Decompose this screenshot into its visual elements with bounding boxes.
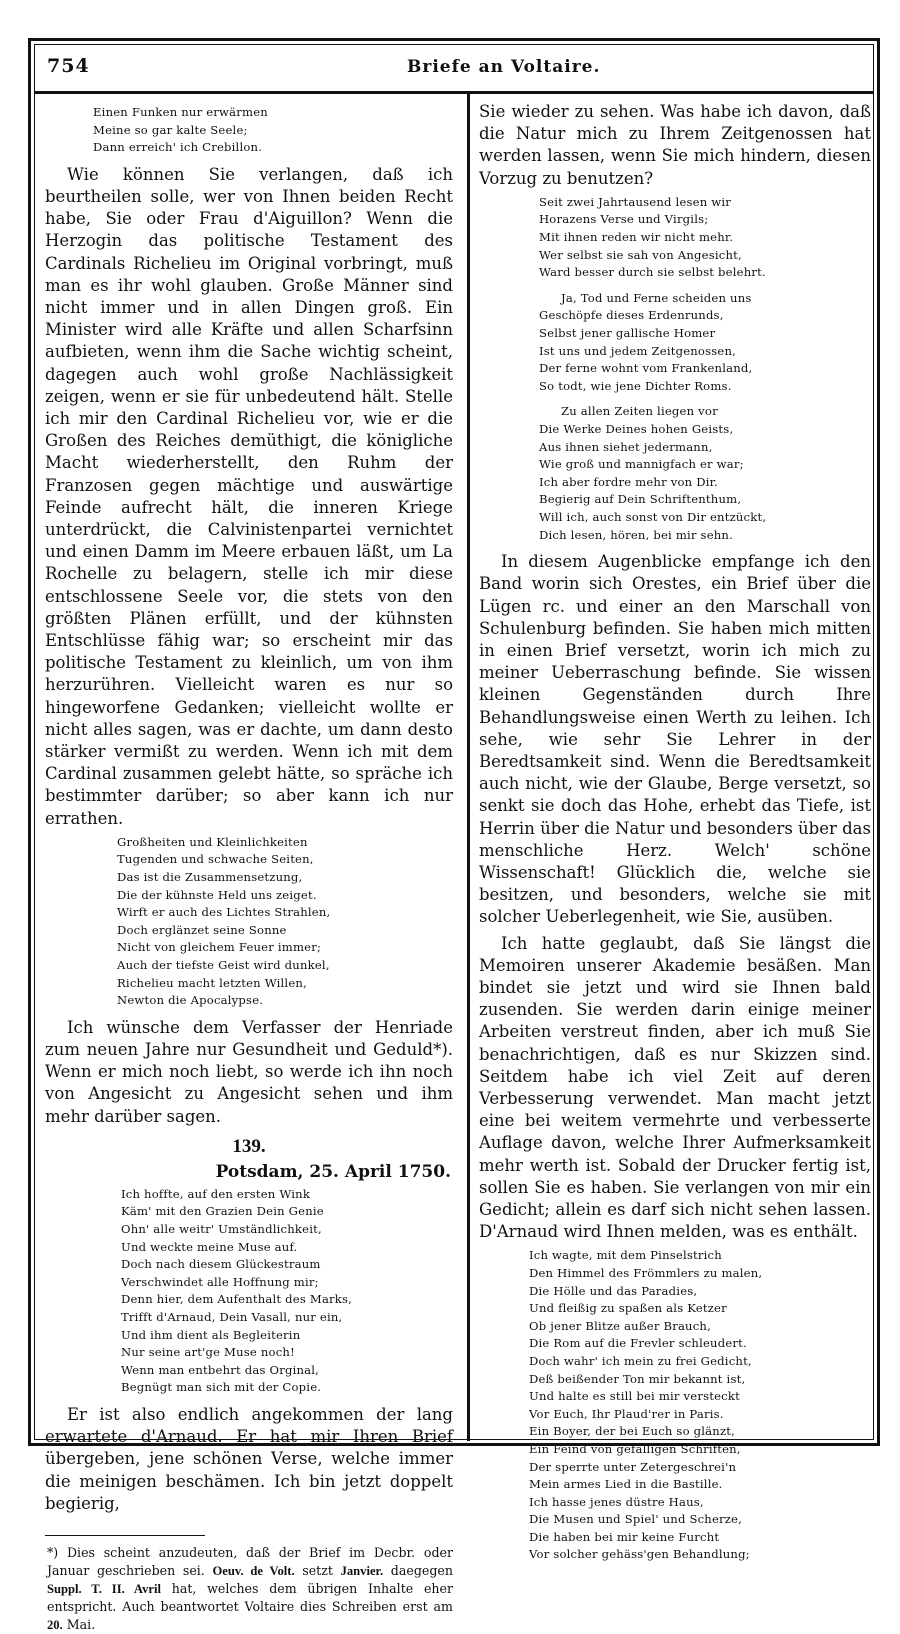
verse-line: Die Rom auf die Frevler schleudert. — [529, 1336, 747, 1351]
verse-line: Das ist die Zusammensetzung, — [117, 870, 303, 885]
paragraph-zeitgenossen: Sie wieder zu sehen. Was habe ich davon, daß die Natur mich zu Ihrem Zeitgenossen hat werden lassen, wenn Sie mich hindern, diesen Vorzug zu benutzen? — [479, 102, 871, 188]
verse-line: Die der kühnste Held uns zeiget. — [117, 887, 317, 902]
stanza-gap — [539, 282, 871, 290]
verse-line: Ich wagte, mit dem Pinselstrich — [529, 1248, 722, 1263]
footnote-ref: 20. — [47, 1617, 63, 1632]
verse-line: Ja, Tod und Ferne scheiden uns — [561, 290, 752, 305]
dateline: Potsdam, 25. April 1750. — [215, 1161, 451, 1182]
verse-block-2 — [45, 834, 453, 1010]
verse-block-1 — [45, 104, 453, 157]
verse-line: Nicht von gleichem Feuer immer; — [117, 940, 322, 955]
column-divider — [467, 93, 470, 1441]
verse-line: Trifft d'Arnaud, Dein Vasall, nur ein, — [121, 1309, 343, 1324]
verse-line: Mit ihnen reden wir nicht mehr. — [539, 230, 734, 244]
verse-line: Wirft er auch des Lichtes Strahlen, — [117, 905, 331, 920]
verse-line: Und ihm dient als Begleiterin — [121, 1327, 301, 1342]
verse-line: Der ferne wohnt vom Frankenland, — [539, 361, 753, 376]
verse-line: Ich hasse jenes düstre Haus, — [529, 1494, 704, 1509]
verse-line: Ob jener Blitze außer Brauch, — [529, 1318, 711, 1333]
verse-line: Wie groß und mannigfach er war; — [539, 457, 744, 472]
footnote-text: daegegen — [390, 1562, 453, 1578]
header-rule — [35, 91, 873, 94]
footnote-text: setzt — [302, 1562, 333, 1578]
verse-line: Ein Boyer, der bei Euch so glänzt, — [529, 1424, 736, 1439]
verse-line: Ich aber fordre mehr von Dir. — [539, 474, 718, 489]
paragraph-henriade: Ich wünsche dem Verfasser der Henriade zum neuen Jahre nur Gesundheit und Geduld*). Wenn er mich noch liebt, so werde ich ihn noch von Angesicht zu Angesicht sehen und ihm mehr darüber sagen. — [45, 1017, 453, 1126]
page-number: 754 — [47, 55, 90, 77]
verse-line: Ein Feind von gefälligen Schriften, — [529, 1441, 741, 1456]
verse-line: Deß beißender Ton mir bekannt ist, — [529, 1371, 746, 1386]
stanza-gap — [539, 395, 871, 403]
verse-line: Geschöpfe dieses Erdenrunds, — [539, 308, 724, 323]
verse-line: Die Hölle und das Paradies, — [529, 1283, 698, 1298]
verse-line: Selbst jener gallische Homer — [539, 325, 716, 340]
verse-line: Die Werke Deines hohen Geists, — [539, 421, 734, 436]
paragraph-akademie: Ich hatte geglaubt, daß Sie längst die Memoiren unserer Akademie besäßen. Man bindet sie jetzt und wird sie Ihnen bald zusenden. Sie werden darin einige meiner Arbeiten verstreut finden, aber ich muß Sie benachrichtigen, daß es nur Skizzen sind. Seitdem habe ich viel Zeit auf deren Verbesserung verwendet. Man macht jetzt eine bei weitem vermehrte und verbesserte Auflage davon, welche Ihrer Aufmerksamkeit mehr werth ist. Sobald der Drucker fertig ist, sollen Sie es haben. Sie verlangen von mir ein Gedicht; allein es darf sich nicht sehen lassen. D'Arnaud wird Ihnen melden, was es enthält. — [479, 933, 871, 1242]
verse-block-5 — [479, 1247, 871, 1564]
verse-block-4 — [479, 194, 871, 544]
verse-line: Wer selbst sie sah von Angesicht, — [539, 247, 742, 262]
page-frame — [28, 38, 880, 1632]
verse-line: Richelieu macht letzten Willen, — [117, 975, 307, 990]
verse-line: Horazens Verse und Virgils; — [539, 212, 709, 227]
verse-line: Käm' mit den Grazien Dein Genie — [121, 1204, 324, 1219]
paragraph-arnaud: Er ist also endlich angekommen der lang erwartete d'Arnaud. Er hat mir Ihren Brief übergeben, jene schönen Verse, welche immer die meinigen beschämen. Ich bin jetzt doppelt begierig, — [45, 1404, 453, 1513]
footnote-text: hat, welches dem übrigen Inhalte eher entspricht. Auch beantwortet Voltaire dies Schreiben erst am — [47, 1580, 453, 1614]
verse-line: Ohn' alle weitr' Umständlichkeit, — [121, 1222, 322, 1237]
verse-line: Zu allen Zeiten liegen vor — [561, 404, 718, 419]
verse-line: Den Himmel des Frömmlers zu malen, — [529, 1265, 763, 1280]
verse-line: Meine so gar kalte Seele; — [93, 122, 248, 137]
verse-line: Die Musen und Spiel' und Scherze, — [529, 1512, 743, 1527]
verse-line: Mein armes Lied in die Bastille. — [529, 1477, 723, 1492]
verse-block-3 — [45, 1186, 453, 1397]
footnote — [45, 1544, 453, 1634]
letter-number: 139. — [232, 1135, 266, 1157]
footnote-mark: *) — [47, 1544, 59, 1560]
running-head: Briefe an Voltaire. — [407, 57, 601, 77]
verse-line: Nur seine art'ge Muse noch! — [121, 1345, 295, 1360]
footnote-ref: Oeuv. de Volt. — [212, 1563, 295, 1578]
verse-line: Ward besser durch sie selbst belehrt. — [539, 265, 766, 280]
left-column — [45, 101, 453, 1632]
verse-line: Doch nach diesem Glückestraum — [121, 1257, 321, 1272]
verse-line: Ist uns und jedem Zeitgenossen, — [539, 343, 737, 358]
verse-line: Auch der tiefste Geist wird dunkel, — [117, 958, 330, 973]
verse-line: Ich hoffte, auf den ersten Wink — [121, 1186, 311, 1201]
paragraph-orestes: In diesem Augenblicke empfange ich den Band worin sich Orestes, ein Brief über die Lügen rc. und einer an den Marschall von Schulenburg befinden. Sie haben mich mitten in einen Brief versetzt, worin ich mich zu meiner Ueberraschung befinde. Sie wissen kleinen Gegenständen durch Ihre Behandlungsweise einen Werth zu leihen. Ich sehe, wie sehr Sie Lehrer in der Beredtsamkeit sind. Wenn die Beredtsamkeit auch nicht, wie der Glaube, Berge versetzt, so senkt sie doch das Hohe, erhebt das Tiefe, ist Herrin über die Natur und besonders über das menschliche Herz. Welch' schöne Wissenschaft! Glücklich die, welche sie besitzen, und besonders, welche sie mit solcher Ueberlegenheit, wie Sie, ausüben. — [479, 552, 871, 927]
page-inner-frame — [34, 44, 874, 1632]
verse-line: Vor solcher gehäss'gen Behandlung; — [529, 1547, 750, 1562]
verse-line: Und halte es still bei mir versteckt — [529, 1389, 740, 1404]
verse-line: Will ich, auch sonst von Dir entzückt, — [539, 509, 767, 524]
verse-line: Begnügt man sich mit der Copie. — [121, 1380, 322, 1395]
verse-line: Die haben bei mir keine Furcht — [529, 1529, 720, 1544]
verse-line: Begierig auf Dein Schriftenthum, — [539, 492, 742, 507]
verse-line: Dann erreich' ich Crebillon. — [93, 140, 263, 155]
verse-line: Doch erglänzet seine Sonne — [117, 922, 287, 937]
verse-line: Dich lesen, hören, bei mir sehn. — [539, 527, 733, 542]
footnote-text: Dies scheint anzudeuten, daß der Brief im Decbr. oder Januar geschrieben sei. — [47, 1544, 453, 1578]
footnote-ref: Janvier. — [340, 1563, 384, 1578]
verse-line: Und fleißig zu spaßen als Ketzer — [529, 1301, 727, 1316]
right-column — [479, 101, 871, 1562]
footnote-rule — [45, 1535, 205, 1536]
verse-line: Der sperrte unter Zetergeschrei'n — [529, 1459, 737, 1474]
verse-line: Vor Euch, Ihr Plaud'rer in Paris. — [529, 1406, 724, 1421]
verse-line: Denn hier, dem Aufenthalt des Marks, — [121, 1292, 353, 1307]
page-header — [47, 55, 861, 85]
footnote-text: Mai. — [66, 1616, 96, 1632]
verse-line: Einen Funken nur erwärmen — [93, 105, 268, 119]
verse-line: Newton die Apocalypse. — [117, 993, 264, 1008]
verse-line: Aus ihnen siehet jedermann, — [539, 439, 713, 454]
verse-line: Doch wahr' ich mein zu frei Gedicht, — [529, 1353, 752, 1368]
verse-line: Verschwindet alle Hoffnung mir; — [121, 1274, 319, 1289]
verse-line: Großheiten und Kleinlichkeiten — [117, 834, 308, 849]
paragraph-richelieu: Wie können Sie verlangen, daß ich beurtheilen solle, wer von Ihnen beiden Recht habe, Sie oder Frau d'Aiguillon? Wenn die Herzogin das politische Testament des Cardinals Richelieu im Original vorbringt, muß man es ihr wohl glauben. Große Männer sind nicht immer und in allen Dingen groß. Ein Minister wird alle Kräfte und allen Scharfsinn aufbieten, wenn ihm die Sache wichtig scheint, dagegen auch wohl große Nachlässigkeit zeigen, wenn er sie für unbedeutend hält. Stelle ich mir den Cardinal Richelieu vor, wie er die Großen des Reiches demüthigt, die königliche Macht wiederherstellt, den Ruhm der Franzosen gegen mächtige und auswärtige Feinde aufrecht hält, die inneren Kriege unterdrückt, die Calvinistenpartei vernichtet und einen Damm im Meere erbauen läßt, um La Rochelle zu belagern, stelle ich mir diese entschlossene Seele vor, die stets von den größten Plänen erfüllt, und der kühnsten Entschlüsse fähig war; so erscheint mir das politische Testament zu kleinlich, um von ihm herzurühren. Vielleicht waren es nur so hingeworfene Gedanken; vielleicht wollte er nicht alles sagen, was er dachte, um dann desto stärker vermißt zu werden. Wenn ich mit dem Cardinal zusammen gelebt hätte, so spräche ich bestimmter darüber; so aber kann ich nur errathen. — [45, 164, 453, 828]
verse-line: Seit zwei Jahrtausend lesen wir — [539, 194, 732, 209]
verse-line: Tugenden und schwache Seiten, — [117, 852, 314, 867]
verse-line: Wenn man entbehrt das Orginal, — [121, 1362, 320, 1377]
verse-line: Und weckte meine Muse auf. — [121, 1239, 298, 1254]
verse-line: So todt, wie jene Dichter Roms. — [539, 378, 732, 393]
footnote-ref: Suppl. T. II. Avril — [47, 1581, 161, 1596]
